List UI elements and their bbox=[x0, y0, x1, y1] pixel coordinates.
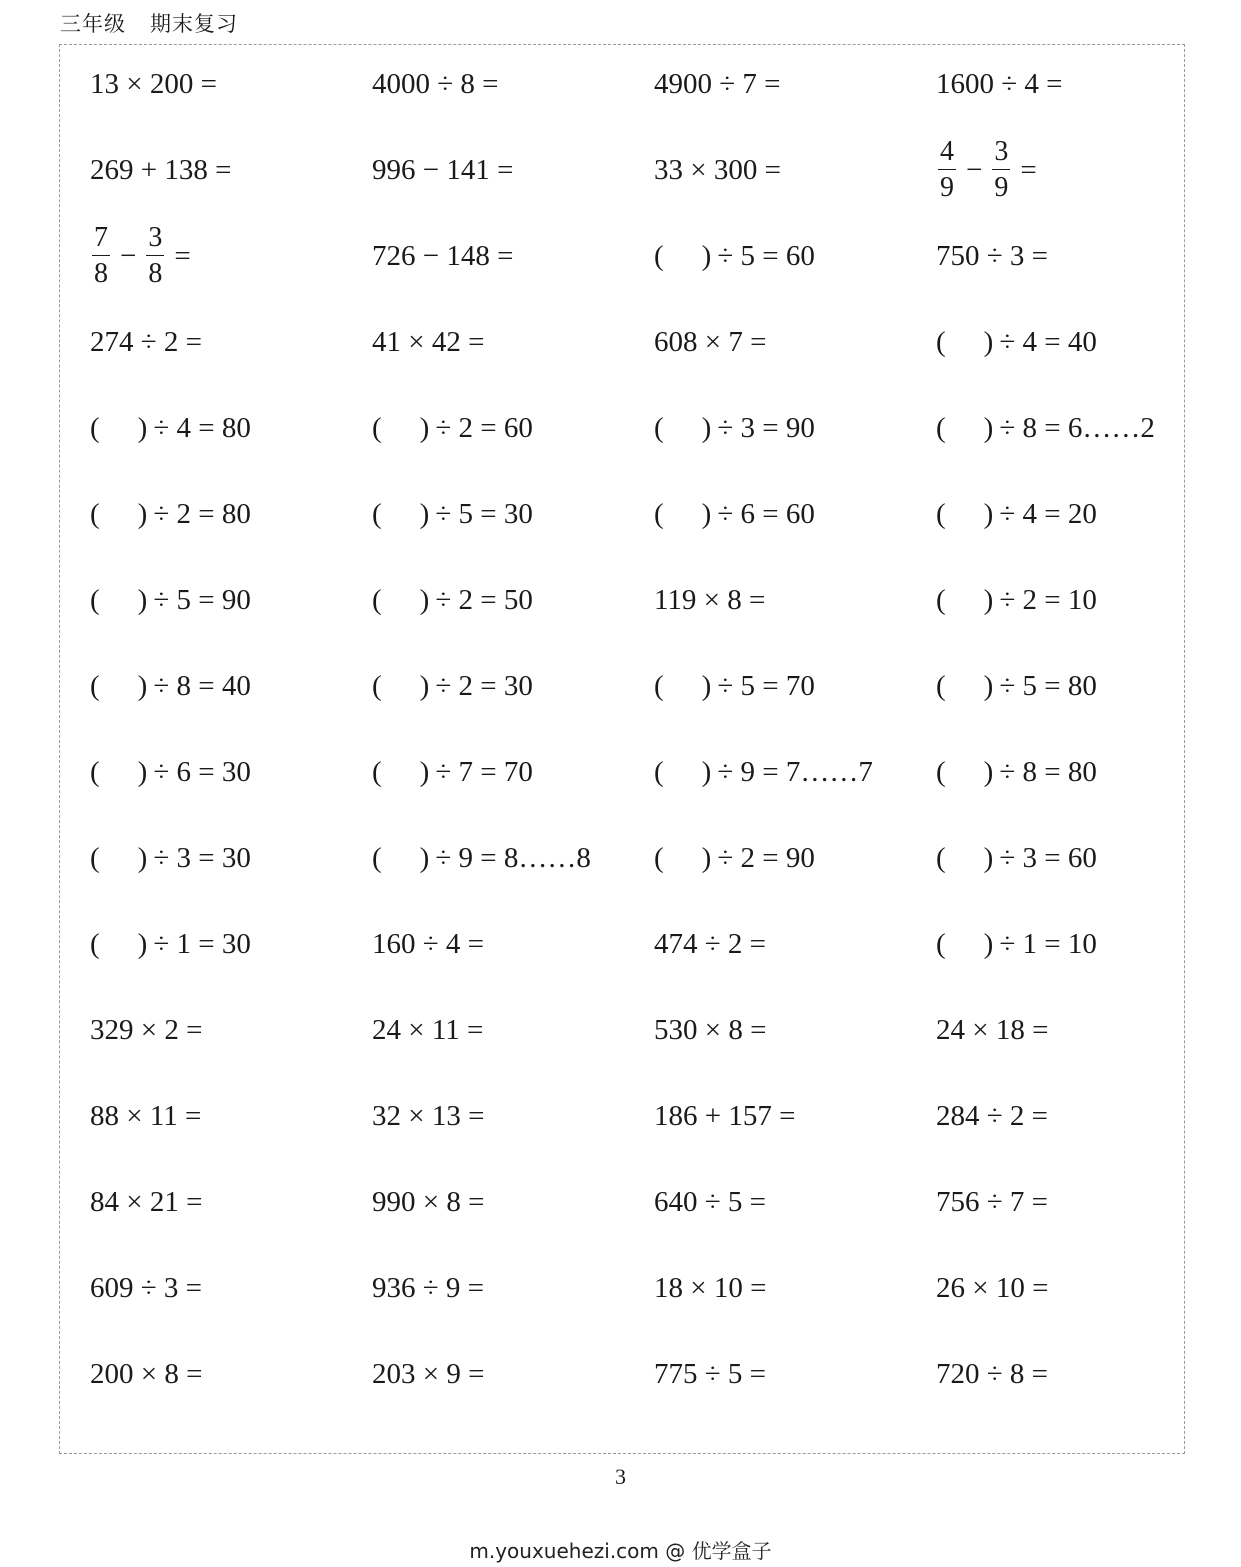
answer-blank[interactable] bbox=[90, 927, 148, 960]
answer-blank[interactable] bbox=[654, 411, 712, 444]
problem-text: 24 × 11 = bbox=[372, 1013, 484, 1046]
close-paren: ) bbox=[701, 411, 712, 444]
answer-blank[interactable] bbox=[372, 755, 430, 788]
problem bbox=[372, 41, 499, 127]
close-paren: ) bbox=[137, 497, 148, 530]
problem-text: 41 × 42 = bbox=[372, 325, 485, 358]
problem-text: 1600 ÷ 4 = bbox=[936, 67, 1063, 100]
problem-text: 88 × 11 = bbox=[90, 1099, 202, 1132]
problem-text: ÷ 3 = 30 bbox=[153, 841, 251, 874]
close-paren: ) bbox=[419, 497, 430, 530]
open-paren: ( bbox=[654, 841, 664, 874]
problem-text: 726 − 148 = bbox=[372, 239, 514, 272]
answer-blank[interactable] bbox=[90, 497, 148, 530]
problem bbox=[90, 41, 217, 127]
problem-text: 775 ÷ 5 = bbox=[654, 1357, 767, 1390]
close-paren: ) bbox=[137, 411, 148, 444]
answer-blank[interactable] bbox=[654, 841, 712, 874]
problem bbox=[372, 1073, 484, 1159]
numerator: 4 bbox=[938, 138, 956, 170]
problem-text: ÷ 5 = 90 bbox=[153, 583, 251, 616]
problem-text: ÷ 1 = 10 bbox=[999, 927, 1097, 960]
close-paren: ) bbox=[137, 755, 148, 788]
open-paren: ( bbox=[936, 755, 946, 788]
close-paren: ) bbox=[419, 841, 430, 874]
open-paren: ( bbox=[90, 841, 100, 874]
answer-blank[interactable] bbox=[372, 411, 430, 444]
close-paren: ) bbox=[701, 239, 712, 272]
problem-text: ÷ 3 = 90 bbox=[717, 411, 815, 444]
problem-text: 119 × 8 = bbox=[654, 583, 766, 616]
answer-blank[interactable] bbox=[372, 841, 430, 874]
problem bbox=[372, 815, 591, 901]
problem bbox=[90, 643, 251, 729]
close-paren: ) bbox=[983, 927, 994, 960]
problem-text: ÷ 2 = 50 bbox=[435, 583, 533, 616]
problem-text: ÷ 6 = 60 bbox=[717, 497, 815, 530]
answer-blank[interactable] bbox=[936, 411, 994, 444]
problem-text: 608 × 7 = bbox=[654, 325, 767, 358]
problem bbox=[654, 127, 781, 213]
problem bbox=[654, 557, 765, 643]
problem bbox=[654, 729, 873, 815]
problem-text: 750 ÷ 3 = bbox=[936, 239, 1049, 272]
problem bbox=[90, 127, 231, 213]
footer-watermark: m.youxuehezi.com @ 优学盒子 bbox=[469, 1539, 772, 1563]
answer-blank[interactable] bbox=[372, 497, 430, 530]
close-paren: ) bbox=[419, 669, 430, 702]
operator: − bbox=[966, 153, 983, 186]
problem-text: 474 ÷ 2 = bbox=[654, 927, 767, 960]
problem-text: 274 ÷ 2 = bbox=[90, 325, 203, 358]
problem-text: 33 × 300 = bbox=[654, 153, 781, 186]
equals-sign: = bbox=[174, 239, 191, 272]
problem bbox=[372, 1245, 484, 1331]
problem bbox=[372, 213, 513, 299]
problem bbox=[654, 1331, 766, 1417]
problem-text: ÷ 8 = 6……2 bbox=[999, 411, 1155, 444]
close-paren: ) bbox=[137, 841, 148, 874]
problem bbox=[90, 1073, 201, 1159]
problem-text: ÷ 4 = 40 bbox=[999, 325, 1097, 358]
problem-text: 84 × 21 = bbox=[90, 1185, 203, 1218]
numerator: 3 bbox=[146, 224, 164, 256]
page-number: 3 bbox=[615, 1464, 626, 1489]
problem-text: 609 ÷ 3 = bbox=[90, 1271, 203, 1304]
problem bbox=[654, 299, 766, 385]
problem bbox=[936, 41, 1063, 127]
problem bbox=[372, 385, 533, 471]
problem bbox=[936, 1073, 1048, 1159]
fraction bbox=[146, 224, 164, 288]
open-paren: ( bbox=[372, 841, 382, 874]
numerator: 3 bbox=[992, 138, 1010, 170]
problem bbox=[372, 1159, 484, 1245]
close-paren: ) bbox=[137, 927, 148, 960]
problem bbox=[654, 901, 766, 987]
problem-text: ÷ 2 = 90 bbox=[717, 841, 815, 874]
denominator: 8 bbox=[94, 258, 108, 289]
problem-text: 936 ÷ 9 = bbox=[372, 1271, 485, 1304]
problem-text: ÷ 5 = 60 bbox=[717, 239, 815, 272]
open-paren: ( bbox=[936, 325, 946, 358]
open-paren: ( bbox=[654, 669, 664, 702]
problem bbox=[90, 901, 251, 987]
problem bbox=[90, 213, 191, 299]
problem bbox=[372, 557, 533, 643]
problem-text: 13 × 200 = bbox=[90, 67, 217, 100]
close-paren: ) bbox=[983, 841, 994, 874]
problem-text: 32 × 13 = bbox=[372, 1099, 485, 1132]
problem bbox=[936, 385, 1155, 471]
problem bbox=[936, 815, 1097, 901]
open-paren: ( bbox=[654, 411, 664, 444]
problem bbox=[372, 901, 484, 987]
problem-text: 4000 ÷ 8 = bbox=[372, 67, 499, 100]
numerator: 7 bbox=[92, 224, 110, 256]
open-paren: ( bbox=[90, 669, 100, 702]
close-paren: ) bbox=[137, 669, 148, 702]
problem-text: 269 + 138 = bbox=[90, 153, 232, 186]
answer-blank[interactable] bbox=[90, 411, 148, 444]
problem bbox=[936, 901, 1097, 987]
subject-label: 期末复习 bbox=[150, 12, 238, 36]
problem-text: ÷ 5 = 80 bbox=[999, 669, 1097, 702]
problem-text: 756 ÷ 7 = bbox=[936, 1185, 1049, 1218]
equals-sign: = bbox=[1020, 153, 1037, 186]
problem-text: ÷ 8 = 80 bbox=[999, 755, 1097, 788]
problem bbox=[654, 385, 815, 471]
answer-blank[interactable] bbox=[936, 841, 994, 874]
open-paren: ( bbox=[936, 497, 946, 530]
open-paren: ( bbox=[372, 497, 382, 530]
answer-blank[interactable] bbox=[372, 669, 430, 702]
problem bbox=[90, 1245, 202, 1331]
problem bbox=[936, 299, 1097, 385]
close-paren: ) bbox=[137, 583, 148, 616]
problem-text: 160 ÷ 4 = bbox=[372, 927, 485, 960]
problem-text: 24 × 18 = bbox=[936, 1013, 1049, 1046]
problem bbox=[372, 1331, 484, 1417]
problem bbox=[936, 1159, 1048, 1245]
problem-text: 200 × 8 = bbox=[90, 1357, 203, 1390]
open-paren: ( bbox=[90, 583, 100, 616]
problem bbox=[90, 385, 251, 471]
problem bbox=[936, 557, 1097, 643]
problem bbox=[654, 213, 815, 299]
answer-blank[interactable] bbox=[936, 927, 994, 960]
problem-text: ÷ 4 = 20 bbox=[999, 497, 1097, 530]
page-header bbox=[60, 8, 238, 38]
answer-blank[interactable] bbox=[90, 755, 148, 788]
problem bbox=[372, 299, 484, 385]
problem-text: 640 ÷ 5 = bbox=[654, 1185, 767, 1218]
problem-text: 530 × 8 = bbox=[654, 1013, 767, 1046]
problem bbox=[372, 729, 533, 815]
problem bbox=[654, 1073, 795, 1159]
problem-text: ÷ 9 = 7……7 bbox=[717, 755, 873, 788]
close-paren: ) bbox=[983, 411, 994, 444]
answer-blank[interactable] bbox=[654, 239, 712, 272]
problem-text: ÷ 5 = 30 bbox=[435, 497, 533, 530]
problem bbox=[372, 643, 533, 729]
operator: − bbox=[120, 239, 137, 272]
problem-text: ÷ 2 = 10 bbox=[999, 583, 1097, 616]
problem bbox=[654, 41, 781, 127]
close-paren: ) bbox=[701, 841, 712, 874]
problem bbox=[654, 643, 815, 729]
problem-text: ÷ 2 = 80 bbox=[153, 497, 251, 530]
close-paren: ) bbox=[419, 583, 430, 616]
denominator: 9 bbox=[940, 172, 954, 203]
open-paren: ( bbox=[372, 583, 382, 616]
problem bbox=[90, 471, 251, 557]
problem-text: 284 ÷ 2 = bbox=[936, 1099, 1049, 1132]
problem-text: ÷ 5 = 70 bbox=[717, 669, 815, 702]
problem bbox=[936, 729, 1097, 815]
answer-blank[interactable] bbox=[936, 325, 994, 358]
open-paren: ( bbox=[90, 927, 100, 960]
problem bbox=[90, 1159, 202, 1245]
close-paren: ) bbox=[701, 669, 712, 702]
problem bbox=[936, 471, 1097, 557]
open-paren: ( bbox=[90, 497, 100, 530]
problem bbox=[654, 987, 766, 1073]
problem bbox=[936, 127, 1037, 213]
open-paren: ( bbox=[372, 411, 382, 444]
problem bbox=[654, 1245, 766, 1331]
problem-text: ÷ 2 = 30 bbox=[435, 669, 533, 702]
answer-blank[interactable] bbox=[936, 497, 994, 530]
close-paren: ) bbox=[983, 325, 994, 358]
problem-text: ÷ 4 = 80 bbox=[153, 411, 251, 444]
problem bbox=[936, 1331, 1048, 1417]
close-paren: ) bbox=[701, 755, 712, 788]
problem bbox=[90, 1331, 202, 1417]
problem-text: 990 × 8 = bbox=[372, 1185, 485, 1218]
close-paren: ) bbox=[701, 497, 712, 530]
open-paren: ( bbox=[654, 497, 664, 530]
problem bbox=[654, 471, 815, 557]
problem bbox=[90, 729, 251, 815]
open-paren: ( bbox=[372, 755, 382, 788]
answer-blank[interactable] bbox=[90, 841, 148, 874]
problem-text: 996 − 141 = bbox=[372, 153, 514, 186]
answer-blank[interactable] bbox=[90, 583, 148, 616]
problem bbox=[90, 987, 202, 1073]
denominator: 8 bbox=[148, 258, 163, 289]
open-paren: ( bbox=[90, 755, 100, 788]
problem bbox=[90, 557, 251, 643]
problem bbox=[936, 987, 1048, 1073]
open-paren: ( bbox=[936, 411, 946, 444]
problem-text: 329 × 2 = bbox=[90, 1013, 203, 1046]
problem bbox=[654, 1159, 766, 1245]
fraction bbox=[938, 138, 956, 202]
problem-text: ÷ 8 = 40 bbox=[153, 669, 251, 702]
denominator: 9 bbox=[994, 172, 1009, 203]
grade-label: 三年级 bbox=[60, 12, 126, 36]
problem bbox=[654, 815, 815, 901]
close-paren: ) bbox=[983, 583, 994, 616]
problem-text: ÷ 9 = 8……8 bbox=[435, 841, 591, 874]
fraction bbox=[992, 138, 1010, 202]
problem-text: ÷ 3 = 60 bbox=[999, 841, 1097, 874]
answer-blank[interactable] bbox=[90, 669, 148, 702]
problem-text: ÷ 6 = 30 bbox=[153, 755, 251, 788]
answer-blank[interactable] bbox=[654, 755, 712, 788]
problem-text: ÷ 1 = 30 bbox=[153, 927, 251, 960]
problem bbox=[90, 815, 251, 901]
problem bbox=[372, 471, 533, 557]
fraction bbox=[92, 224, 110, 288]
close-paren: ) bbox=[419, 755, 430, 788]
open-paren: ( bbox=[654, 755, 664, 788]
problem bbox=[936, 1245, 1048, 1331]
problem-text: ÷ 2 = 60 bbox=[435, 411, 533, 444]
open-paren: ( bbox=[90, 411, 100, 444]
open-paren: ( bbox=[372, 669, 382, 702]
open-paren: ( bbox=[936, 583, 946, 616]
answer-blank[interactable] bbox=[936, 583, 994, 616]
answer-blank[interactable] bbox=[654, 669, 712, 702]
problem-text: 4900 ÷ 7 = bbox=[654, 67, 781, 100]
open-paren: ( bbox=[936, 927, 946, 960]
open-paren: ( bbox=[936, 841, 946, 874]
close-paren: ) bbox=[419, 411, 430, 444]
problem bbox=[372, 127, 513, 213]
answer-blank[interactable] bbox=[372, 583, 430, 616]
problem-text: ÷ 7 = 70 bbox=[435, 755, 533, 788]
answer-blank[interactable] bbox=[654, 497, 712, 530]
close-paren: ) bbox=[983, 497, 994, 530]
problem-text: 720 ÷ 8 = bbox=[936, 1357, 1049, 1390]
close-paren: ) bbox=[983, 755, 994, 788]
problem bbox=[90, 299, 202, 385]
problem bbox=[372, 987, 483, 1073]
problem-text: 186 + 157 = bbox=[654, 1099, 796, 1132]
answer-blank[interactable] bbox=[936, 755, 994, 788]
open-paren: ( bbox=[936, 669, 946, 702]
close-paren: ) bbox=[983, 669, 994, 702]
problem bbox=[936, 643, 1097, 729]
problem bbox=[936, 213, 1048, 299]
answer-blank[interactable] bbox=[936, 669, 994, 702]
problem-text: 26 × 10 = bbox=[936, 1271, 1049, 1304]
problem-text: 203 × 9 = bbox=[372, 1357, 485, 1390]
open-paren: ( bbox=[654, 239, 664, 272]
problem-text: 18 × 10 = bbox=[654, 1271, 767, 1304]
